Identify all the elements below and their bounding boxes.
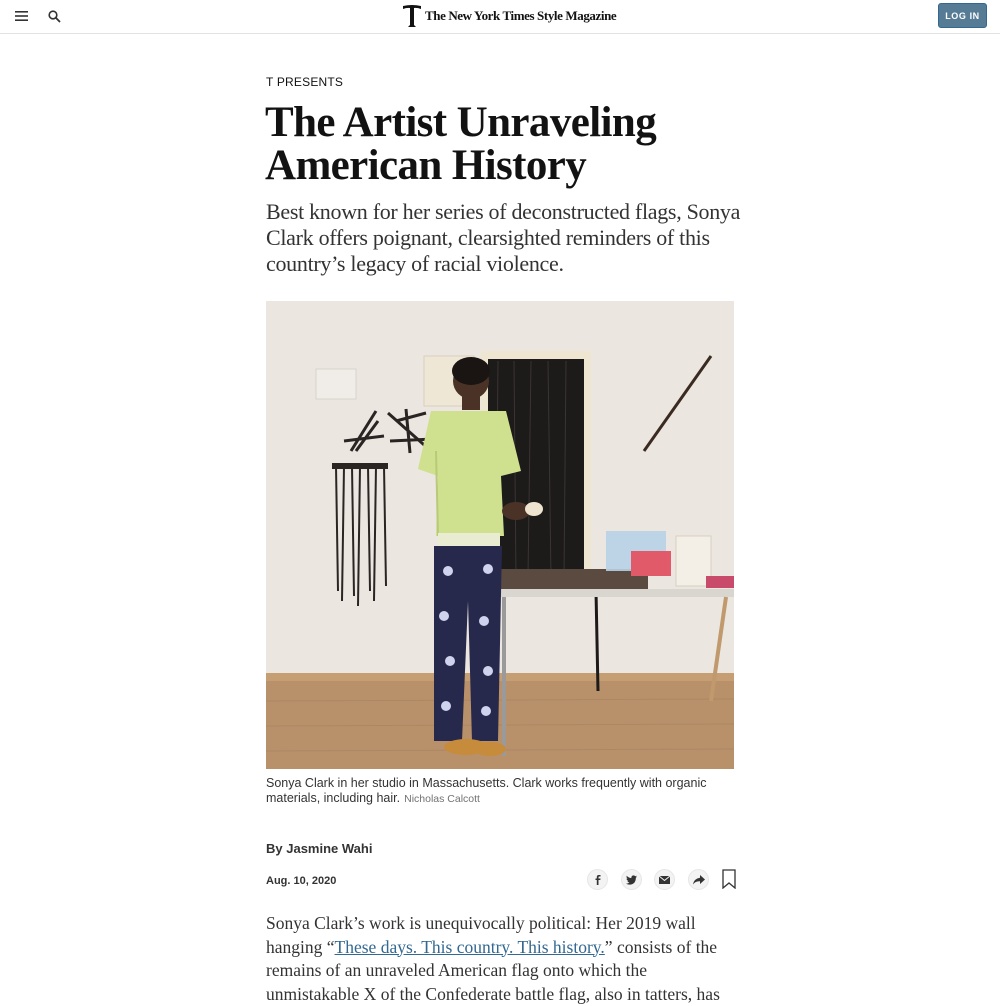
publish-date: Aug. 10, 2020 <box>266 875 337 887</box>
masthead-logo[interactable] <box>402 4 616 28</box>
twitter-icon[interactable] <box>621 869 642 890</box>
photo-caption <box>266 776 736 807</box>
search-icon[interactable] <box>44 6 64 26</box>
photo-credit: Nicholas Calcott <box>404 793 480 805</box>
body-text-start: Sonya Clark’s work is unequivocally political: Her 2019 wall hanging “ <box>266 913 696 957</box>
article-body-paragraph <box>266 912 736 1006</box>
body-text-end: ” consists of the remains of an unraveled American flag onto which the unmistakable X of the Confederate battle flag, also in tatters, has <box>266 936 720 1004</box>
t-magazine-logo-icon <box>402 4 422 28</box>
masthead-title: The New York Times Style Magazine <box>425 8 617 23</box>
byline[interactable]: By Jasmine Wahi <box>266 841 373 856</box>
section-kicker[interactable]: T PRESENTS <box>266 75 344 89</box>
top-navigation-bar <box>0 0 1000 34</box>
share-icon[interactable] <box>688 869 709 890</box>
hamburger-menu-icon[interactable] <box>11 6 31 26</box>
article-summary: Best known for her series of deconstructed flags, Sonya Clark offers poignant, clearsighted reminders of this country’s legacy of racial violence. <box>266 199 741 276</box>
lead-photo <box>266 301 734 769</box>
bookmark-icon[interactable] <box>722 869 736 889</box>
article-headline: The Artist Unraveling American History <box>265 99 657 189</box>
email-icon[interactable] <box>654 869 675 890</box>
artwork-link[interactable]: These days. This country. This history. <box>334 936 605 957</box>
login-button[interactable]: LOG IN <box>938 3 987 28</box>
caption-text: Sonya Clark in her studio in Massachusetts. Clark works frequently with organic materials, including hair. <box>266 776 707 805</box>
facebook-icon[interactable] <box>587 869 608 890</box>
